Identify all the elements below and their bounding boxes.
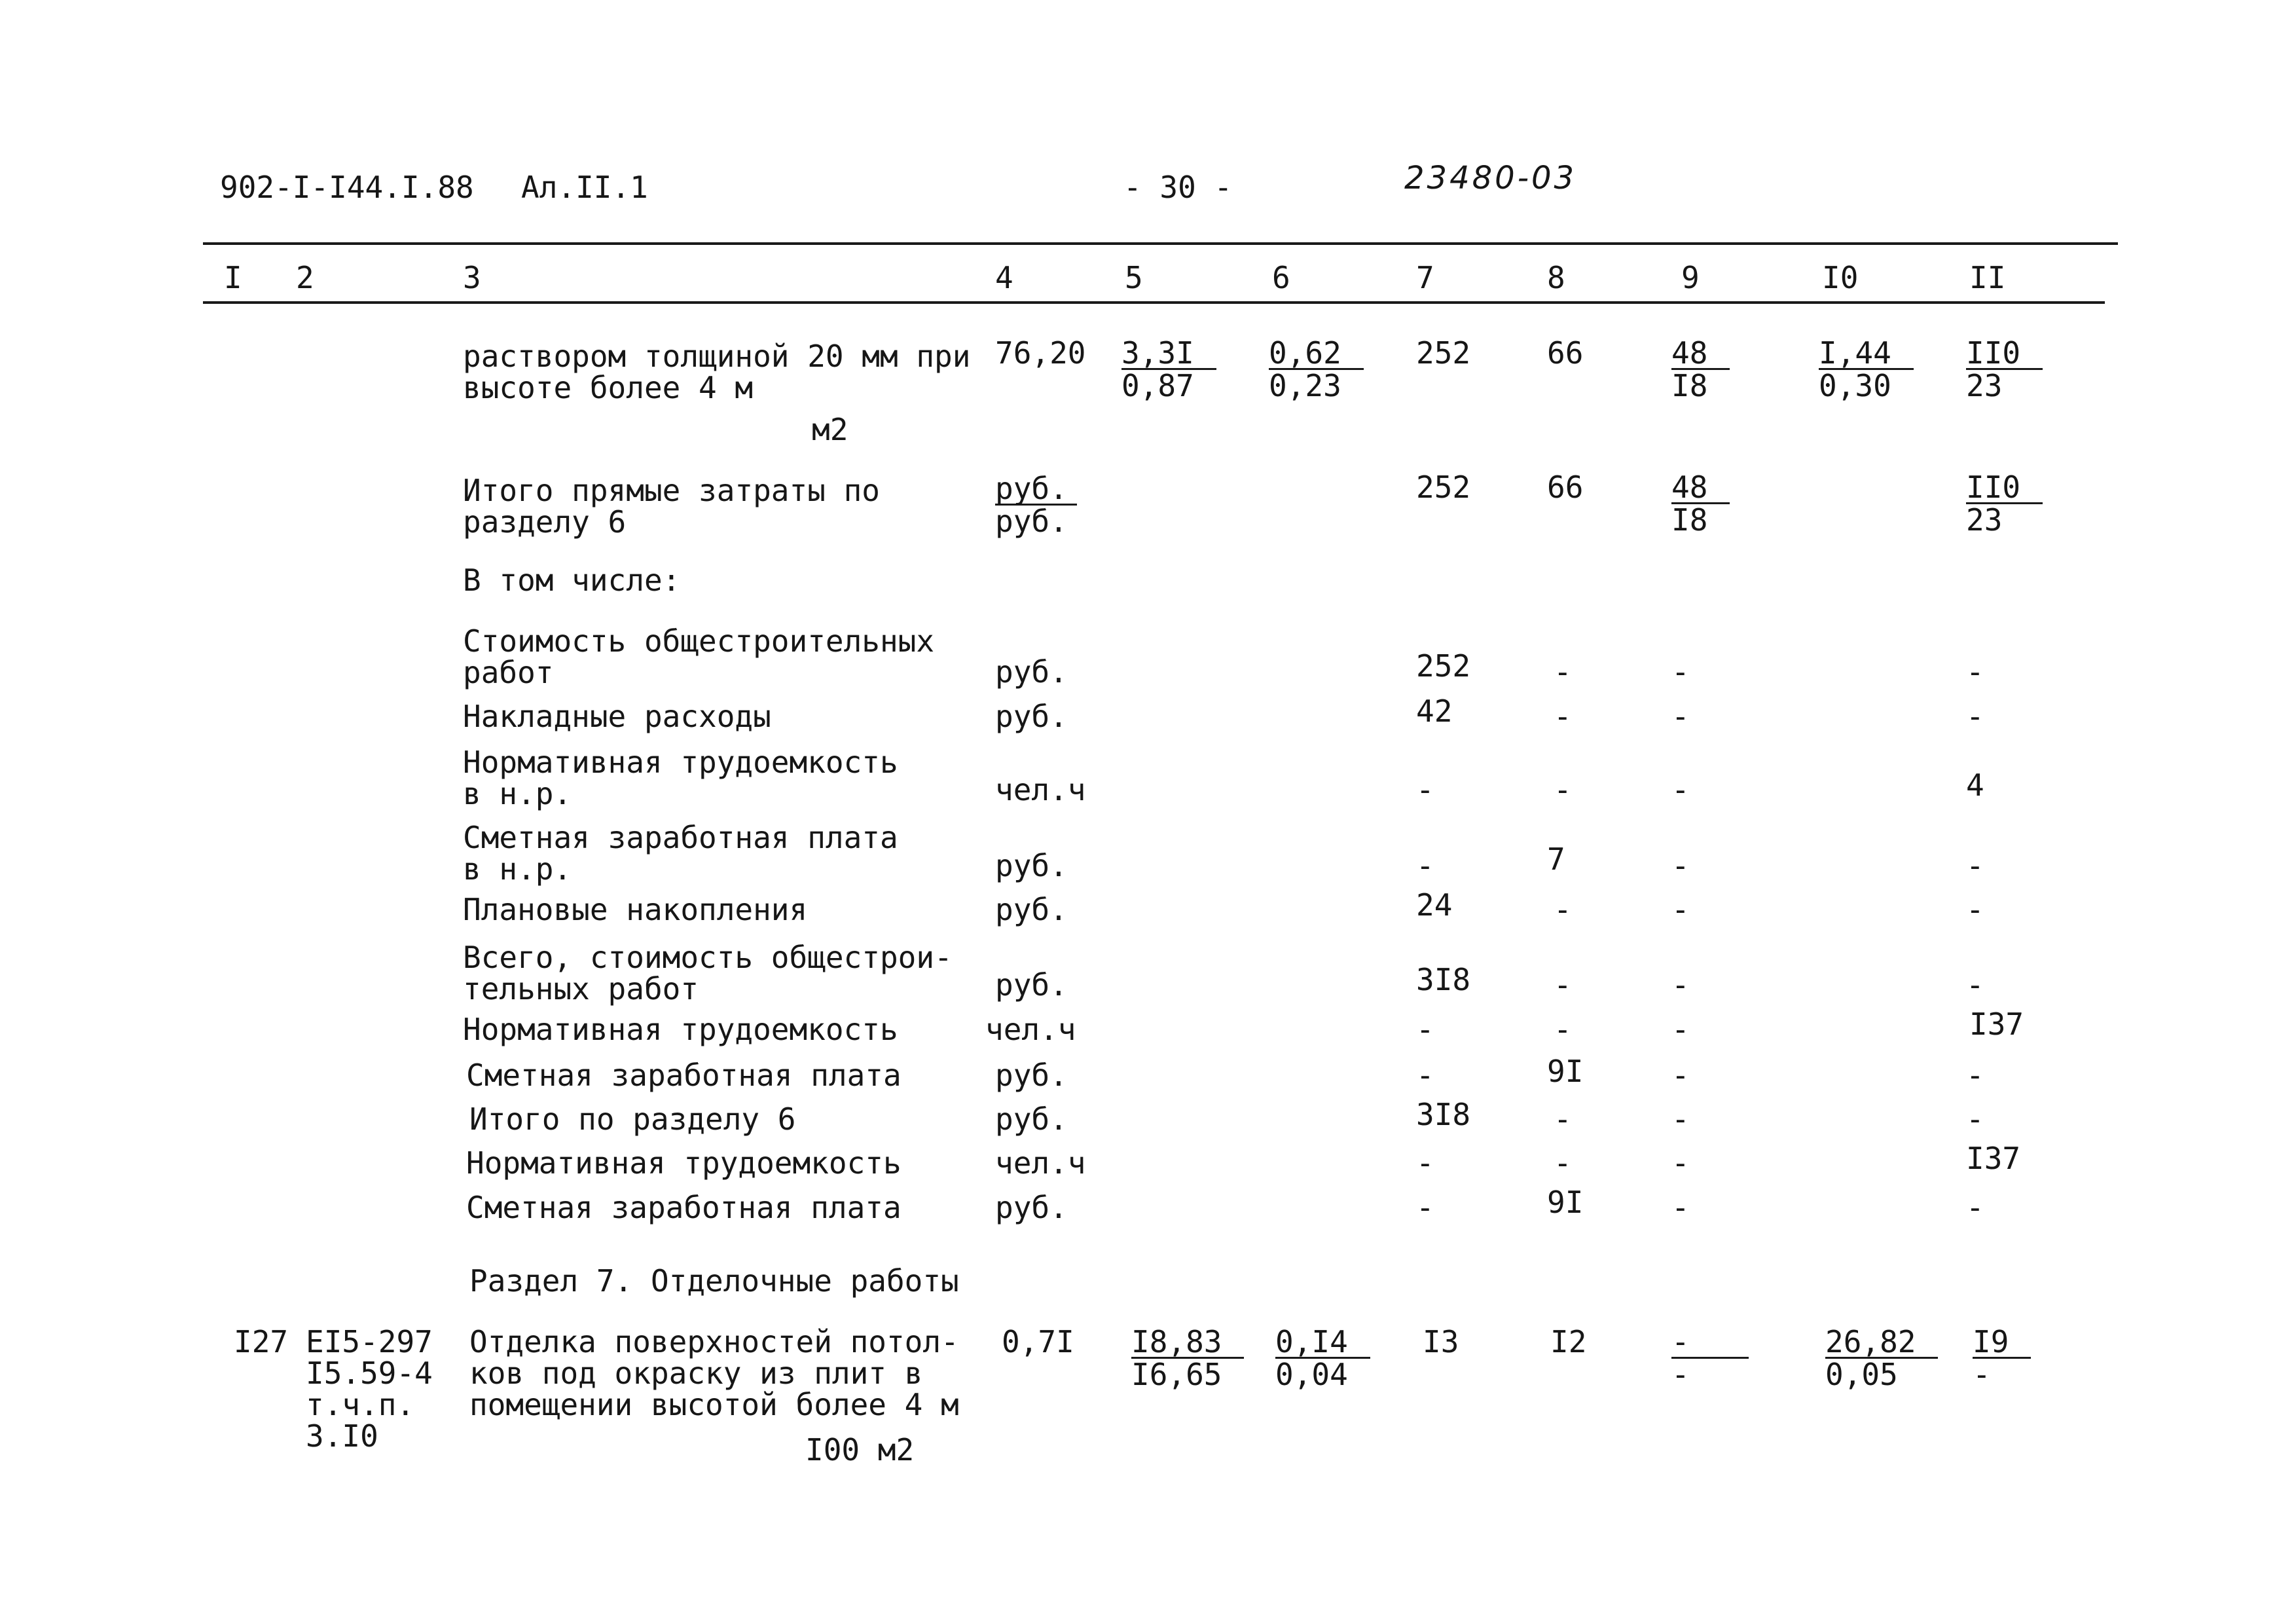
labor-description: Нормативная трудоемкость bbox=[463, 1012, 898, 1047]
total-direct-col11: II0 23 bbox=[1966, 471, 2043, 536]
wage2-col8: 9I bbox=[1547, 1185, 1584, 1220]
labor-nr-col8: - bbox=[1554, 772, 1572, 807]
table-top-rule bbox=[203, 242, 2118, 245]
planned-savings-col8: - bbox=[1554, 892, 1572, 927]
col-header-4: 4 bbox=[995, 260, 1013, 295]
section-total-description: Итого по разделу 6 bbox=[469, 1101, 796, 1137]
general-cost-col8: - bbox=[1554, 654, 1572, 690]
labor-col11: I37 bbox=[1969, 1006, 2024, 1042]
album-label: Ал.II.1 bbox=[521, 170, 648, 205]
item-127-description: Отделка поверхностей потол- ков под окраску из плит в помещении высотой более 4 м bbox=[469, 1324, 959, 1422]
wage-col11: - bbox=[1966, 1058, 1984, 1093]
wage2-col11: - bbox=[1966, 1190, 1984, 1225]
section-total-col7: 3I8 bbox=[1416, 1097, 1471, 1132]
col-header-6: 6 bbox=[1272, 260, 1290, 295]
col-header-7: 7 bbox=[1416, 260, 1434, 295]
item-127-unit: I00 м2 bbox=[805, 1432, 915, 1467]
row1-description: раствором толщиной 20 мм при высоте более 4 м bbox=[463, 339, 971, 405]
wage2-col9: - bbox=[1671, 1190, 1690, 1225]
total-general-col7: 3I8 bbox=[1416, 962, 1471, 997]
general-cost-description: Стоимость общестроительных работ bbox=[463, 623, 935, 690]
planned-savings-description: Плановые накопления bbox=[463, 892, 808, 927]
section-total-col11: - bbox=[1966, 1101, 1984, 1137]
row1-unit: м2 bbox=[812, 412, 848, 447]
planned-savings-unit: руб. bbox=[995, 892, 1068, 927]
wage-nr-col7: - bbox=[1416, 848, 1434, 883]
labor-col9: - bbox=[1671, 1012, 1690, 1047]
item-127-col6: 0,I4 0,04 bbox=[1275, 1326, 1370, 1390]
wage-col8: 9I bbox=[1547, 1054, 1584, 1089]
total-general-unit: руб. bbox=[995, 967, 1068, 1003]
item-127-quantity: 0,7I bbox=[1002, 1324, 1074, 1359]
section-total-col9: - bbox=[1671, 1101, 1690, 1137]
labor-col8: - bbox=[1554, 1012, 1572, 1047]
overhead-col7: 42 bbox=[1416, 693, 1453, 729]
labor2-col7: - bbox=[1416, 1145, 1434, 1181]
overhead-col9: - bbox=[1671, 699, 1690, 734]
col-header-3: 3 bbox=[463, 260, 481, 295]
row1-col9: 48 I8 bbox=[1671, 337, 1730, 401]
overhead-description: Накладные расходы bbox=[463, 699, 771, 734]
total-general-col11: - bbox=[1966, 967, 1984, 1003]
section-total-unit: руб. bbox=[995, 1101, 1068, 1137]
total-direct-col9: 48 I8 bbox=[1671, 471, 1730, 536]
item-127-col10: 26,82 0,05 bbox=[1825, 1326, 1938, 1390]
wage-nr-col8: 7 bbox=[1547, 841, 1565, 877]
handwritten-inventory-number: 23480-03 bbox=[1404, 160, 1577, 196]
row1-col6: 0,62 0,23 bbox=[1269, 337, 1364, 401]
wage2-unit: руб. bbox=[995, 1190, 1068, 1225]
col-header-2: 2 bbox=[296, 260, 314, 295]
wage-col7: - bbox=[1416, 1058, 1434, 1093]
labor-nr-description: Нормативная трудоемкость в н.р. bbox=[463, 745, 898, 811]
labor-nr-col7: - bbox=[1416, 772, 1434, 807]
wage-nr-col11: - bbox=[1966, 848, 1984, 883]
wage-description: Сметная заработная плата bbox=[466, 1058, 902, 1093]
total-direct-col7: 252 bbox=[1416, 470, 1471, 505]
general-cost-col7: 252 bbox=[1416, 648, 1471, 684]
labor2-col11: I37 bbox=[1966, 1141, 2021, 1176]
general-cost-col9: - bbox=[1671, 654, 1690, 690]
row1-quantity: 76,20 bbox=[995, 335, 1086, 371]
total-direct-description: Итого прямые затраты по разделу 6 bbox=[463, 473, 880, 540]
labor2-col8: - bbox=[1554, 1145, 1572, 1181]
col-header-5: 5 bbox=[1125, 260, 1143, 295]
labor-nr-col11: 4 bbox=[1966, 767, 1984, 803]
overhead-col11: - bbox=[1966, 699, 1984, 734]
col-header-10: I0 bbox=[1822, 260, 1859, 295]
table-header-rule bbox=[203, 301, 2105, 304]
planned-savings-col9: - bbox=[1671, 892, 1690, 927]
item-127-col8: I2 bbox=[1550, 1324, 1587, 1359]
item-127-col9: - - bbox=[1671, 1326, 1749, 1390]
general-cost-unit: руб. bbox=[995, 654, 1068, 690]
item-127-code: ЕI5-297 I5.59-4 т.ч.п. 3.I0 bbox=[306, 1324, 433, 1454]
col-header-11: II bbox=[1969, 260, 2006, 295]
page-number: - 30 - bbox=[1123, 170, 1233, 205]
wage-nr-description: Сметная заработная плата в н.р. bbox=[463, 820, 898, 887]
including-label: В том числе: bbox=[463, 563, 681, 598]
row1-col8: 66 bbox=[1547, 335, 1584, 371]
wage-unit: руб. bbox=[995, 1058, 1068, 1093]
row1-col5: 3,3I 0,87 bbox=[1121, 337, 1216, 401]
total-general-col9: - bbox=[1671, 967, 1690, 1003]
planned-savings-col11: - bbox=[1966, 892, 1984, 927]
overhead-unit: руб. bbox=[995, 699, 1068, 734]
section-7-title: Раздел 7. Отделочные работы bbox=[469, 1263, 959, 1299]
item-127-col5: I8,83 I6,65 bbox=[1131, 1326, 1244, 1390]
total-direct-col8: 66 bbox=[1547, 470, 1584, 505]
overhead-col8: - bbox=[1554, 699, 1572, 734]
wage2-col7: - bbox=[1416, 1190, 1434, 1225]
row1-col7: 252 bbox=[1416, 335, 1471, 371]
total-direct-unit: руб. руб. bbox=[995, 473, 1077, 537]
section-total-col8: - bbox=[1554, 1101, 1572, 1137]
row1-col10: I,44 0,30 bbox=[1819, 337, 1914, 401]
item-127-col11: I9 - bbox=[1973, 1326, 2031, 1390]
labor-nr-unit: чел.ч bbox=[995, 772, 1086, 807]
labor-unit: чел.ч bbox=[985, 1012, 1076, 1047]
document-code: 902-I-I44.I.88 bbox=[220, 170, 474, 205]
row1-col11: II0 23 bbox=[1966, 337, 2043, 401]
col-header-1: I bbox=[224, 260, 242, 295]
general-cost-col11: - bbox=[1966, 654, 1984, 690]
wage-col9: - bbox=[1671, 1058, 1690, 1093]
col-header-9: 9 bbox=[1681, 260, 1700, 295]
total-general-description: Всего, стоимость общестрои- тельных работ bbox=[463, 940, 953, 1006]
wage2-description: Сметная заработная плата bbox=[466, 1190, 902, 1225]
col-header-8: 8 bbox=[1547, 260, 1565, 295]
planned-savings-col7: 24 bbox=[1416, 887, 1453, 923]
wage-nr-col9: - bbox=[1671, 848, 1690, 883]
labor-col7: - bbox=[1416, 1012, 1434, 1047]
labor-nr-col9: - bbox=[1671, 772, 1690, 807]
wage-nr-unit: руб. bbox=[995, 848, 1068, 883]
labor2-unit: чел.ч bbox=[995, 1145, 1086, 1181]
labor2-col9: - bbox=[1671, 1145, 1690, 1181]
item-127-col7: I3 bbox=[1423, 1324, 1459, 1359]
item-127-number: I27 bbox=[234, 1324, 289, 1359]
labor2-description: Нормативная трудоемкость bbox=[466, 1145, 902, 1181]
total-general-col8: - bbox=[1554, 967, 1572, 1003]
